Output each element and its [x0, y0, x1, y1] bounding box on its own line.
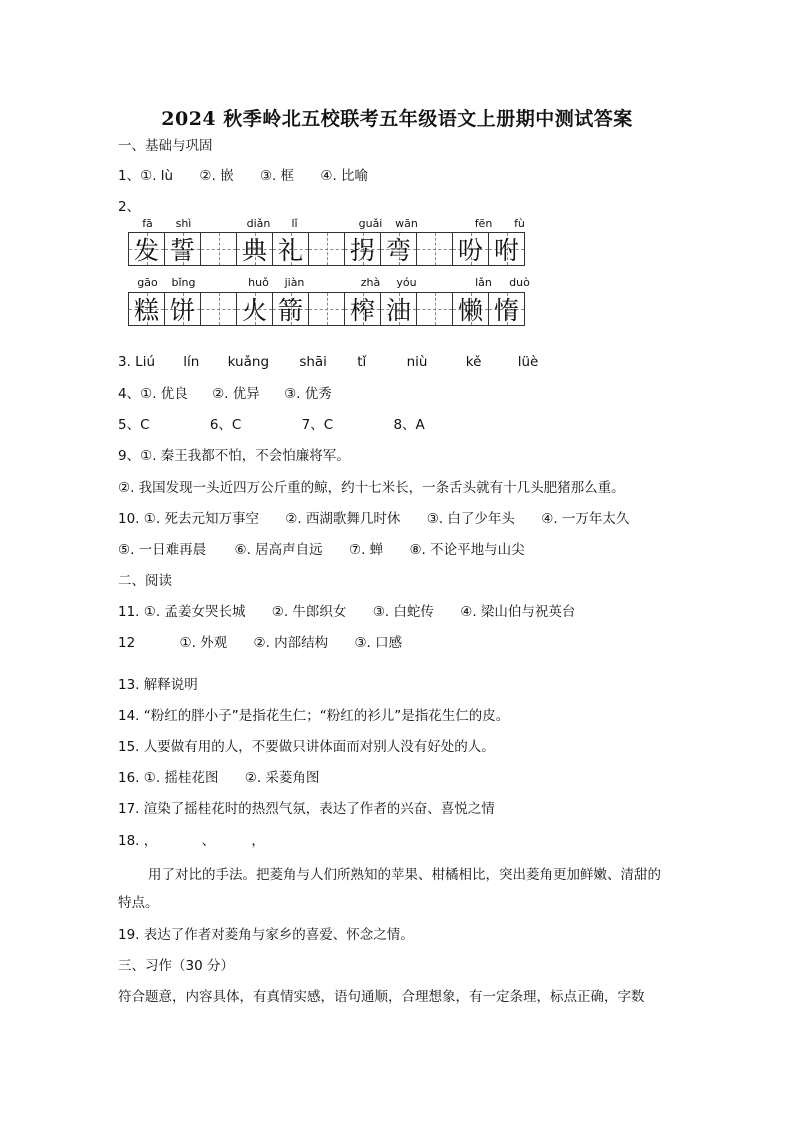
grid-cell — [200, 232, 237, 266]
grid-cell: 弯 — [380, 232, 417, 266]
section-heading-writing: 三、习作（30 分） — [118, 958, 234, 974]
grid-cell: 誓 — [164, 232, 201, 266]
q16-part: ②. 采菱角图 — [244, 770, 320, 786]
grid-cell: 咐 — [488, 232, 525, 266]
q10-part: ③. 白了少年头 — [426, 511, 515, 527]
q10-part: 10. ①. 死去元知万事空 — [118, 511, 259, 527]
q12-number: 12 — [118, 635, 136, 651]
q11-part: ③. 白蛇传 — [372, 604, 434, 620]
character-grid-row-1 — [128, 232, 524, 266]
answer-q19: 19. 表达了作者对菱角与家乡的喜爱、怀念之情。 — [118, 927, 414, 943]
grid-cell — [416, 292, 453, 326]
q8-answer: 8、A — [393, 417, 425, 433]
q4-part: ②. 优异 — [212, 386, 260, 402]
q7-answer: 7、C — [301, 417, 334, 433]
grid-cell: 箭 — [272, 292, 309, 326]
q10-part: ⑥. 居高声自远 — [234, 542, 323, 558]
answer-q16 — [118, 769, 319, 787]
answer-q4 — [118, 385, 332, 403]
q3-part: 3. Liú — [118, 354, 155, 370]
pinyin: bǐng — [171, 276, 196, 289]
grid-cell — [308, 292, 345, 326]
character-grid-row-2 — [128, 292, 524, 326]
grid-cell: 饼 — [164, 292, 201, 326]
q1-part1: 1、①. lù — [118, 168, 174, 184]
grid-cell: 火 — [236, 292, 273, 326]
grid-cell: 吩 — [452, 232, 489, 266]
grid-cell: 发 — [128, 232, 165, 266]
q10-part: ②. 西湖歌舞几时休 — [285, 511, 401, 527]
answer-q10-b — [118, 541, 525, 559]
grid-cell — [308, 232, 345, 266]
pinyin: fù — [514, 217, 525, 230]
q11-part: ②. 牛郎织女 — [271, 604, 347, 620]
grid-cell: 油 — [380, 292, 417, 326]
q11-part: ④. 梁山伯与祝英台 — [460, 604, 576, 620]
pinyin: fā — [142, 217, 153, 230]
q10-part: ④. 一万年太久 — [541, 511, 630, 527]
answer-essay-criteria: 符合题意，内容具体，有真情实感，语句通顺，合理想象，有一定条理，标点正确，字数 — [118, 989, 645, 1005]
grid-cell — [416, 232, 453, 266]
q2-label: 2、 — [118, 199, 141, 215]
pinyin: jiàn — [284, 276, 305, 289]
q6-answer: 6、C — [209, 417, 242, 433]
pinyin: huǒ — [248, 276, 269, 289]
section-heading-basics: 一、基础与巩固 — [118, 138, 213, 154]
pinyin: lǐ — [291, 217, 298, 230]
pinyin: fēn — [474, 217, 493, 230]
pinyin: guǎi — [358, 217, 383, 230]
answer-q12 — [118, 634, 402, 652]
q18-part: 、 — [201, 833, 216, 849]
q1-part2: ②. 嵌 — [199, 168, 234, 184]
answer-q3 — [118, 353, 538, 371]
q12-part: ②. 内部结构 — [253, 635, 329, 651]
answer-q11 — [118, 603, 575, 621]
answer-q14: 14. “粉红的胖小子”是指花生仁；“粉红的衫儿”是指花生仁的皮。 — [118, 708, 510, 724]
answer-q9-2: ②. 我国发现一头近四万公斤重的鲸，约十七米长，一条舌头就有十几头肥猪那么重。 — [118, 480, 625, 496]
answer-q18-text-1: 用了对比的手法。把菱角与人们所熟知的苹果、柑橘相比，突出菱角更加鲜嫩、清甜的 — [148, 867, 661, 883]
answer-q13: 13. 解释说明 — [118, 677, 198, 693]
grid-cell: 糕 — [128, 292, 165, 326]
q16-part: 16. ①. 摇桂花图 — [118, 770, 219, 786]
grid-cell: 榨 — [344, 292, 381, 326]
pinyin: gāo — [137, 276, 158, 289]
answer-q5-8 — [118, 416, 425, 434]
q3-part: kě — [465, 354, 482, 370]
q3-part: lüè — [517, 354, 539, 370]
q12-part: ③. 口感 — [354, 635, 403, 651]
q3-part: kuǎng — [227, 354, 270, 370]
q10-part: ⑦. 蝉 — [348, 542, 384, 558]
answer-q18 — [118, 832, 265, 850]
answer-q10-a — [118, 510, 629, 528]
q3-part: shāi — [299, 354, 327, 370]
q11-part: 11. ①. 孟姜女哭长城 — [118, 604, 246, 620]
q1-part3: ③. 框 — [259, 168, 295, 184]
q18-part: ， — [251, 833, 265, 849]
pinyin: duò — [509, 276, 530, 289]
answer-q9-1: 9、①. 秦王我都不怕，不会怕廉将军。 — [118, 448, 350, 464]
q4-part: ③. 优秀 — [284, 386, 332, 402]
pinyin: diǎn — [246, 217, 271, 230]
pinyin: zhà — [360, 276, 381, 289]
answer-q17: 17. 渲染了摇桂花时的热烈气氛，表达了作者的兴奋、喜悦之情 — [118, 801, 495, 817]
pinyin: wān — [395, 217, 418, 230]
q10-part: ⑧. 不论平地与山尖 — [409, 542, 525, 558]
q10-part: ⑤. 一日难再晨 — [118, 542, 207, 558]
q4-part: 4、①. 优良 — [118, 386, 188, 402]
grid-cell — [200, 292, 237, 326]
q18-part: 18. ， — [118, 833, 158, 849]
answer-q18-text-2: 特点。 — [118, 895, 159, 911]
q12-part: ①. 外观 — [179, 635, 228, 651]
pinyin: shì — [175, 217, 192, 230]
pinyin: lǎn — [475, 276, 492, 289]
page-title: 2024 秋季岭北五校联考五年级语文上册期中测试答案 — [161, 108, 633, 130]
section-heading-reading: 二、阅读 — [118, 573, 172, 589]
q1-part4: ④. 比喻 — [320, 168, 369, 184]
q3-part: tǐ — [357, 354, 367, 370]
answer-q1 — [118, 167, 368, 185]
answer-q15: 15. 人要做有用的人，不要做只讲体面而对别人没有好处的人。 — [118, 739, 495, 755]
grid-cell: 礼 — [272, 232, 309, 266]
grid-cell: 惰 — [488, 292, 525, 326]
grid-cell: 懒 — [452, 292, 489, 326]
grid-cell: 拐 — [344, 232, 381, 266]
q5-answer: 5、C — [118, 417, 150, 433]
pinyin: yóu — [396, 276, 417, 289]
q3-part: niù — [406, 354, 428, 370]
q3-part: lín — [183, 354, 200, 370]
grid-cell: 典 — [236, 232, 273, 266]
